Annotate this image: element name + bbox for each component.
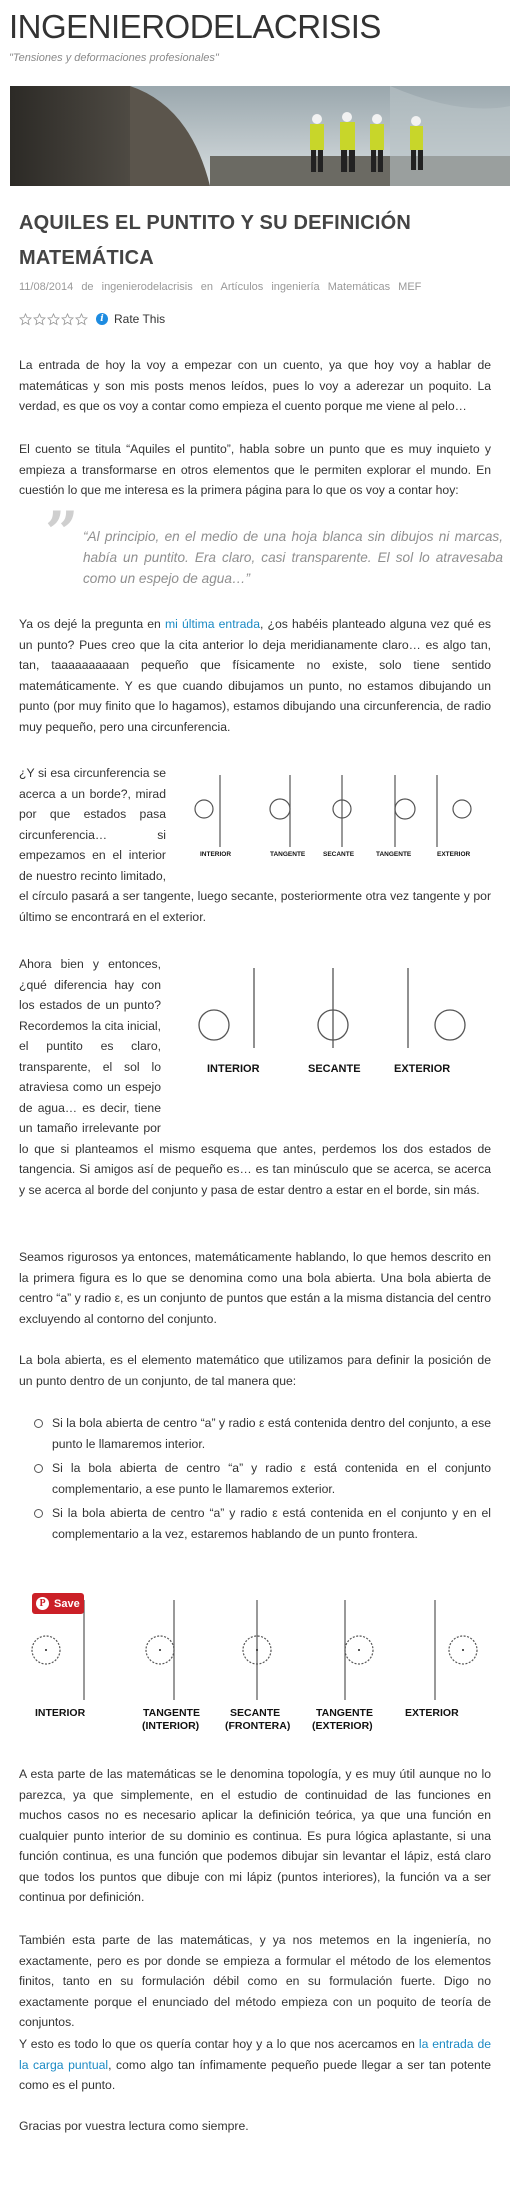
paragraph: Gracias por vuestra lectura como siempre. <box>19 2119 249 2133</box>
paragraph-text: , ¿os habéis planteado alguna vez qué es un punto? Pues creo que la cita anterior lo deja meridianamente claro… es algo tan, tan, taaaaaaaaaan pequeño que físicamente no existe, solo tiene sentido matemáticamente. Y es que cuando dibujamos un punto, no estamos dibujando un punto (por muy finito que lo hagamos), estamos dibujando una circunferencia, de radio muy pequeño, pero una circunferencia. <box>19 617 491 734</box>
paragraph: La bola abierta, es el elemento matemático que utilizamos para definir la posición de un punto dentro de un conjunto, de tal manera que: <box>19 1353 491 1388</box>
star-icon[interactable] <box>75 313 88 326</box>
blockquote <box>45 499 503 592</box>
figure-label: EXTERIOR <box>394 1063 451 1075</box>
pinterest-icon: P <box>36 1597 49 1610</box>
site-title[interactable]: INGENIERODELACRISIS <box>9 8 381 45</box>
figure-label: TANGENTE <box>376 851 412 858</box>
figure-label: INTERIOR <box>35 1707 86 1719</box>
rating-widget <box>19 312 165 326</box>
quote-text: “Al principio, en el medio de una hoja blanca sin dibujos ni marcas, había un puntito. Era claro, casi transparente. El sol lo atravesaba como un espejo de agua…” <box>83 529 503 586</box>
paragraph: El cuento se titula “Aquiles el puntito”, habla sobre un punto que es muy inquieto y empieza a transformarse en otros elementos que le permiten explorar el mundo. En cuestión lo que me interesa es la primera página para lo que os voy a contar hoy: <box>19 442 491 497</box>
figure-label: TANGENTE <box>270 851 306 858</box>
info-icon[interactable]: i <box>96 313 108 325</box>
figure-label: TANGENTE <box>143 1707 200 1719</box>
float-spacer <box>166 763 491 867</box>
header-banner-image[interactable] <box>10 86 510 186</box>
figure-label: (FRONTERA) <box>225 1720 291 1732</box>
paragraph-text: , como algo tan ínfimamente pequeño puede llegar a ser tan potente como es el punto. <box>19 2057 491 2092</box>
paragraph <box>19 763 491 927</box>
post-in-label: en <box>200 281 214 293</box>
post-date[interactable]: 11/08/2014 <box>19 281 74 293</box>
star-icon[interactable] <box>61 313 74 326</box>
figure-label: (EXTERIOR) <box>312 1720 373 1732</box>
float-spacer <box>161 954 491 1119</box>
post-meta <box>19 281 426 293</box>
star-icon[interactable] <box>19 313 32 326</box>
paragraph: También esta parte de las matemáticas, y ya nos metemos en la ingeniería, no exactamente, pero es por donde se empieza a formular el método de los elementos finitos, tanto en su formulación débil como en su formulación fuerte. Digo no exactamente porque el enunciado del método empieza con un poquito de teoría de conjuntos. <box>19 1933 491 2029</box>
figure-label: TANGENTE <box>316 1707 373 1719</box>
figure-label: SECANTE <box>323 851 355 858</box>
post-title[interactable]: AQUILES EL PUNTITO Y SU DEFINICIÓN MATEMÁTICA <box>19 212 412 269</box>
category-link[interactable]: Artículos <box>220 281 264 293</box>
pinterest-save-button[interactable] <box>32 1593 84 1614</box>
figure-label: EXTERIOR <box>405 1707 459 1719</box>
list-item: Si la bola abierta de centro “a” y radio ε está contenida en el conjunto y en el complementario a la vez, estaremos hablando de un punto frontera. <box>30 1503 491 1544</box>
post-author[interactable]: ingenierodelacrisis <box>101 281 193 293</box>
figure-label: SECANTE <box>308 1063 361 1075</box>
figure-label: INTERIOR <box>207 1063 260 1075</box>
paragraph-text: Ya os dejé la pregunta en <box>19 617 165 631</box>
figure-label: INTERIOR <box>200 851 232 858</box>
bullet-list <box>30 1413 491 1548</box>
figure-label: SECANTE <box>230 1707 281 1719</box>
paragraph-text: Y esto es todo lo que os quería contar hoy y a lo que nos acercamos en <box>19 2037 419 2051</box>
figure-label: EXTERIOR <box>437 851 471 858</box>
last-post-link[interactable]: mi última entrada <box>164 617 260 631</box>
paragraph: A esta parte de las matemáticas se le denomina topología, y es muy útil aunque no lo parezca, ya que simplemente, en el estudio de continuidad de las funciones en muchos casos no es necesario aplicar la definición teórica, ya que una función en cualquier punto interior de su dominio es continua. Es pura lógica aplastante, si una función continua, es una función que podemos dibujar sin levantar el lápiz, está claro que todos los puntos que dibuje con mi lápiz (puntos interiores), la función va a ser continua por definición. <box>19 1767 491 1904</box>
list-item: Si la bola abierta de centro “a” y radio ε está contenida en el conjunto complementario, a ese punto le llamaremos exterior. <box>30 1458 491 1499</box>
category-link[interactable]: Matemáticas <box>327 281 391 293</box>
paragraph: La entrada de hoy la voy a empezar con un cuento, ya que hoy voy a hablar de matemáticas y son mis posts menos leídos, pues lo voy a aderezar un poquito. La verdad, es que os voy a contar como empieza el cuento porque me viene al pelo… <box>19 358 491 413</box>
point-load-post-link[interactable]: la entrada de la carga puntual <box>19 2037 492 2072</box>
paragraph <box>19 954 491 1200</box>
paragraph <box>19 614 491 737</box>
paragraph-text: Ahora bien y entonces, ¿qué diferencia hay con los estados de un punto? Recordemos la cita inicial, el puntito es claro, transparente, el sol lo atraviesa como un espejo de agua… es decir, tiene un tamaño irrelevante por lo que si planteamos el mismo esquema que antes, perdemos los dos estados de tangencia. Si amigos así de pequeño es… es tan minúsculo que se acerca, se acerca y se acerca al borde del conjunto y pasa de estar dentro a estar en el borde, sin más. <box>19 957 491 1197</box>
post-by-label: de <box>81 281 94 293</box>
save-label: Save <box>54 1597 80 1610</box>
category-link[interactable]: ingeniería <box>271 281 320 293</box>
figure-topology-states[interactable] <box>20 1590 500 1745</box>
figure-label: (INTERIOR) <box>142 1720 200 1732</box>
category-link[interactable]: MEF <box>398 281 422 293</box>
star-icon[interactable] <box>47 313 60 326</box>
quote-icon: ” <box>45 499 79 567</box>
rate-this-label[interactable]: Rate This <box>114 312 166 326</box>
paragraph: Seamos rigurosos ya entonces, matemáticamente hablando, lo que hemos descrito en la primera figura es lo que se denomina como una bola abierta. Una bola abierta de centro “a” y radio ε, es un conjunto de puntos que están a la misma distancia del centro excluyendo al contorno del conjunto. <box>19 1250 491 1326</box>
paragraph-text: ¿Y si esa circunferencia se acerca a un borde?, mirad por que estados pasa circunferencia… si empezamos en el interior de nuestro recinto limitado, el círculo pasará a ser tangente, luego secante, posteriormente otra vez tangente y por último se encontrará en el exterior. <box>19 766 491 924</box>
site-description: "Tensiones y deformaciones profesionales" <box>9 52 219 64</box>
paragraph <box>19 2034 491 2096</box>
star-icon[interactable] <box>33 313 46 326</box>
list-item: Si la bola abierta de centro “a” y radio ε está contenida dentro del conjunto, a ese punto le llamaremos interior. <box>30 1413 491 1454</box>
